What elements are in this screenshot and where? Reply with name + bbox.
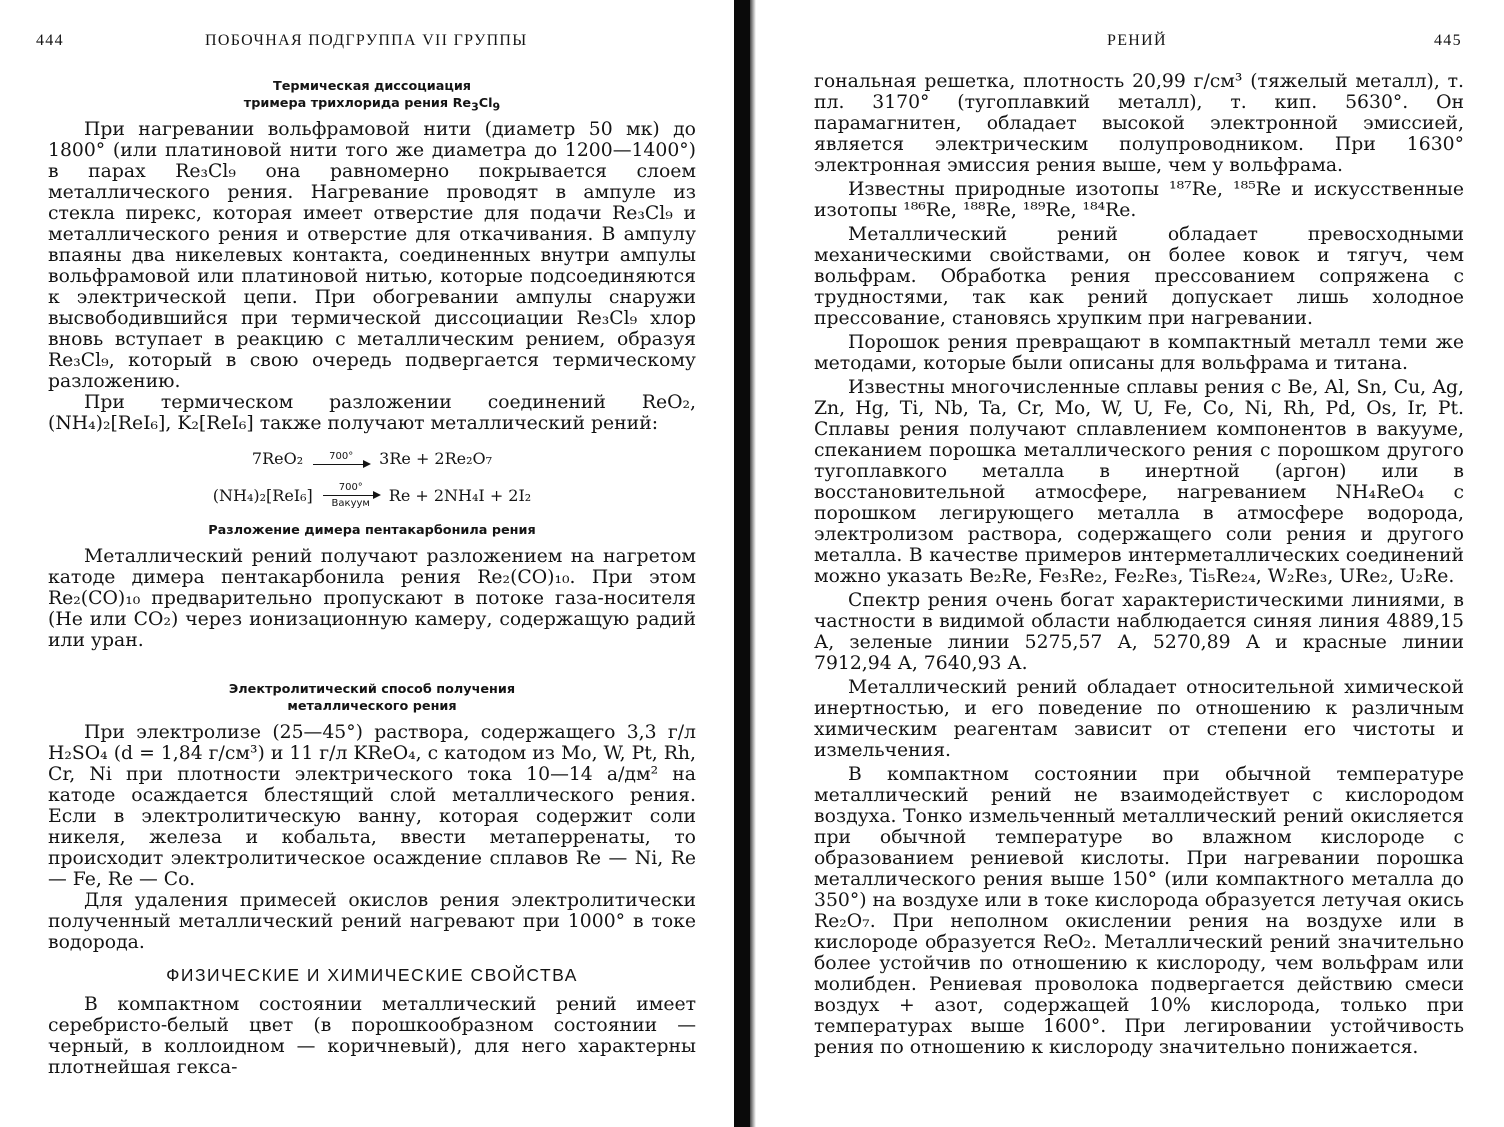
- book-gutter: [734, 0, 750, 1127]
- paragraph: В компактном состоянии металлический рений имеет серебристо-белый цвет (в порошкообразном состоянии — черный, в коллоидном — коричневый), для него характерны плотнейшая гекса-: [48, 994, 696, 1078]
- paragraph: В компактном состоянии при обычной температуре металлический рений не взаимодействует с кислородом воздуха. Тонко измельченный металлический рений окисляется при обычной температуре во влажном кислороде с образованием рениевой кислоты. При нагревании порошка металлического рения выше 150° (или компактного металла до 350°) на воздухе или в токе кислорода образуется летучая окись Re₂O₇. При неполном окислении рения на воздухе или в кислороде образуется ReO₂. Металлический рений значительно более устойчив по отношению к кислороду, чем вольфрам или молибден. Рениевая проволока подвергается действию смеси воздух + азот, содержащей 10% кислорода, только при температурах выше 1600°. При легировании устойчивость рения по отношению к кислороду значительно понижается.: [814, 764, 1464, 1058]
- equation-reactants: 7ReO₂: [251, 449, 304, 468]
- heading-line: [48, 95, 696, 112]
- equation-products: 3Re + 2Re₂O₇: [379, 449, 493, 468]
- arrow-condition: Вакуум: [331, 498, 370, 509]
- section-heading-decomposition: Разложение димера пентакарбонила рения: [208, 523, 536, 538]
- equation: [48, 440, 696, 477]
- paragraph: гональная решетка, плотность 20,99 г/см³ (тяжелый металл), т. пл. 3170° (тугоплавкий металл), т. кип. 5630°. Он парамагнитен, обладает высокой электронной эмиссией, является электрическим полупроводником. При 1630° электронная эмиссия рения выше, чем у вольфрама.: [814, 71, 1464, 176]
- paragraph: Металлический рений обладает превосходными механическими свойствами, он более ковок и тягуч, чем вольфрам. Обработка рения прессованием сопряжена с трудностями, так как рений допускает лишь холодное прессование, становясь хрупким при нагревании.: [814, 224, 1464, 329]
- arrow-condition: 700°: [329, 450, 354, 462]
- heading-text: Cl: [478, 96, 493, 111]
- reaction-equations: [48, 440, 696, 514]
- running-title: ПОБОЧНАЯ ПОДГРУППА VII ГРУППЫ: [205, 32, 528, 49]
- section-heading-thermal-dissociation: [48, 78, 696, 112]
- left-page: [0, 0, 735, 1127]
- paragraph: Спектр рения очень богат характеристическими линиями, в частности в видимой области наблюдается синяя линия 4889,15 А, зеленые линии 5275,57 А, 5270,89 А и красные линии 7912,94 А, 7640,93 А.: [814, 590, 1464, 674]
- subscript: 3: [471, 100, 479, 114]
- paragraph: Для удаления примесей окислов рения электролитически полученный металлический рений нагревают при 1000° в токе водорода.: [48, 890, 696, 953]
- paragraph: Известны многочисленные сплавы рения с Be, Al, Sn, Cu, Ag, Zn, Hg, Ti, Nb, Ta, Cr, Mo, W, U, Fe, Co, Ni, Rh, Pd, Os, Ir, Pt. Сплавы рения получают сплавлением компонентов в вакууме, спеканием порошка металлического рения с порошком другого тугоплавкого металла в инертной (аргон) или в восстановительной атмосфере, нагреванием NH₄ReO₄ с порошком легирующего металла в атмосфере водорода, электролизом раствора, содержащего соли рения и другого металла. В качестве примеров интерметаллических соединений можно указать Be₂Re, Fe₃Re₂, Fe₂Re₃, Ti₅Re₂₄, W₂Re₃, URe₂, U₂Re.: [814, 377, 1464, 587]
- equation-products: Re + 2NH₄I + 2I₂: [388, 486, 532, 505]
- reaction-arrow-icon: [311, 451, 371, 467]
- paragraph: Металлический рений получают разложением на нагретом катоде димера пентакарбонила рения Re₂(CO)₁₀. При этом Re₂(CO)₁₀ предварительно пропускают в потоке газа-носителя (He или CO₂) через ионизационную камеру, содержащую радий или уран.: [48, 546, 696, 651]
- paragraph: При электролизе (25—45°) раствора, содержащего 3,3 г/л H₂SO₄ (d = 1,84 г/см³) и 11 г/л KReO₄, с катодом из Mo, W, Pt, Rh, Cr, Ni при плотности электрического тока 10—14 а/дм² на катоде осаждается блестящий слой металлического рения. Если в электролитическую ванну, которая содержит соли никеля, железа и кобальта, ввести метаперренаты, то происходит электролитическое осаждение сплавов Re — Ni, Re — Fe, Re — Co.: [48, 722, 696, 890]
- heading-line: Электролитический способ получения: [228, 682, 516, 697]
- paragraph: При нагревании вольфрамовой нити (диаметр 50 мк) до 1800° (или платиновой нити того же диаметра до 1200—1400°) в парах Re₃Cl₉ она равномерно покрывается слоем металлического рения. Нагревание проводят в ампуле из стекла пирекс, которая имеет отверстие для подачи Re₃Cl₉ и металлического рения и отверстие для откачивания. В ампулу впаяны два никелевых контакта, соединенных внутри ампулы вольфрамовой или платиновой нитью, которые подсоединяются к электрической цепи. При обогревании ампулы снаружи высвободившийся при термической диссоциации Re₃Cl₉ хлор вновь вступает в реакцию с металлическим рением, образуя Re₃Cl₉, который в свою очередь подвергается термическому разложению.: [48, 119, 696, 392]
- paragraph: Порошок рения превращают в компактный металл теми же методами, которые были описаны для вольфрама и титана.: [814, 332, 1464, 374]
- section-heading-electrolytic: [48, 681, 696, 715]
- heading-text: тримера трихлорида рения Re: [243, 96, 472, 111]
- heading-line: Термическая диссоциация: [272, 79, 472, 94]
- paragraph: Известны природные изотопы ¹⁸⁷Re, ¹⁸⁵Re и искусственные изотопы ¹⁸⁶Re, ¹⁸⁸Re, ¹⁸⁹Re, ¹⁸⁴Re.: [814, 179, 1464, 221]
- subscript: 9: [492, 100, 501, 114]
- paragraph: Металлический рений обладает относительной химической инертностью, и его поведение по отношению к различным химическим реагентам зависит от степени его чистоты и измельчения.: [814, 677, 1464, 761]
- running-title: РЕНИЙ: [1107, 32, 1167, 49]
- left-page-body: [48, 74, 696, 1078]
- gutter-shadow: [750, 0, 756, 1127]
- equation-reactants: (NH₄)₂[ReI₆]: [212, 486, 313, 505]
- page-number: 445: [1434, 32, 1462, 49]
- equation: [48, 477, 696, 514]
- paragraph: При термическом разложении соединений ReO₂, (NH₄)₂[ReI₆], K₂[ReI₆] также получают металлический рений:: [48, 392, 696, 434]
- page-number: 444: [36, 32, 64, 49]
- right-page: [762, 0, 1504, 1127]
- section-heading-properties: ФИЗИЧЕСКИЕ И ХИМИЧЕСКИЕ СВОЙСТВА: [166, 965, 578, 985]
- arrow-condition: 700°: [338, 482, 363, 493]
- heading-line: металлического рения: [287, 699, 457, 714]
- right-page-body: [814, 71, 1464, 1058]
- reaction-arrow-icon: [321, 482, 381, 509]
